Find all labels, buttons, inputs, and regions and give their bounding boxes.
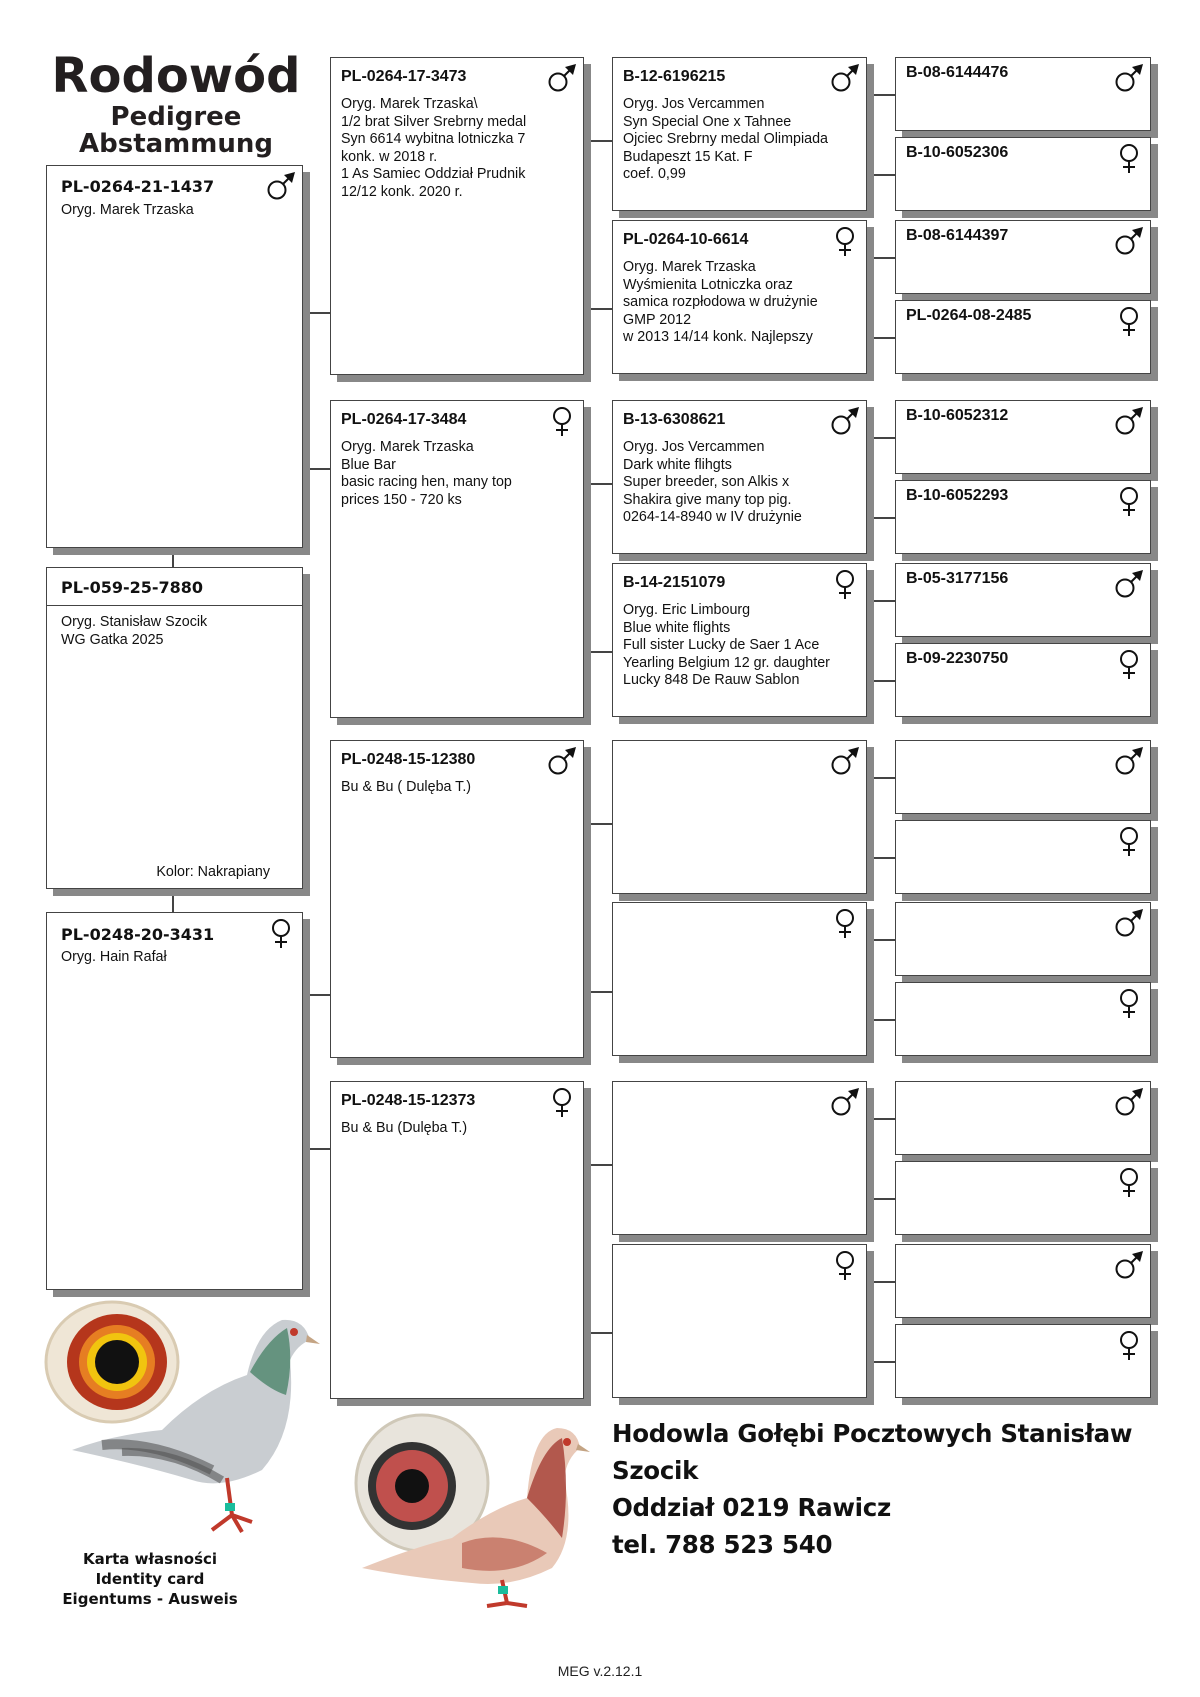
connector-line	[172, 548, 174, 567]
connector-line	[584, 823, 612, 825]
great-great-grandparent-card[interactable]	[895, 643, 1151, 717]
father-description: Oryg. Marek Trzaska	[61, 202, 194, 218]
ring-number: PL-0248-15-12380	[341, 751, 476, 768]
great-great-grandparent-card[interactable]	[895, 57, 1151, 131]
identity-card-caption	[40, 1549, 260, 1609]
male-icon	[265, 170, 297, 202]
male-icon	[829, 405, 861, 437]
connector-line	[867, 1019, 895, 1021]
great-grandparent-card[interactable]	[612, 902, 867, 1056]
male-icon	[1113, 568, 1145, 600]
connector-line	[584, 483, 612, 485]
ring-number: B-08-6144397	[906, 227, 1009, 244]
document-title	[46, 48, 306, 159]
ring-number: B-10-6052293	[906, 487, 1009, 504]
software-version: MEG v.2.12.1	[557, 1663, 643, 1679]
ring-number: PL-0264-17-3484	[341, 411, 467, 428]
great-great-grandparent-card[interactable]	[895, 220, 1151, 294]
mother-ring-number: PL-0248-20-3431	[61, 925, 215, 944]
ring-number: B-12-6196215	[623, 68, 726, 85]
great-great-grandparent-card[interactable]	[895, 1324, 1151, 1398]
great-great-grandparent-card[interactable]	[895, 1244, 1151, 1318]
connector-line	[867, 1361, 895, 1363]
breeder-phone: tel. 788 523 540	[612, 1530, 833, 1559]
female-icon	[829, 907, 861, 939]
female-icon	[1113, 987, 1145, 1019]
title-abstammung: Abstammung	[79, 129, 273, 159]
breeder-branch: Oddział 0219 Rawicz	[612, 1493, 891, 1522]
ring-number: B-08-6144476	[906, 64, 1009, 81]
identity-card-de: Eigentums - Ausweis	[62, 1590, 238, 1608]
connector-line	[867, 174, 895, 176]
female-icon	[1113, 485, 1145, 517]
header-divider	[47, 605, 302, 606]
female-icon	[546, 405, 578, 437]
great-grandparent-card[interactable]	[612, 1244, 867, 1398]
male-icon	[1113, 1086, 1145, 1118]
great-great-grandparent-card[interactable]	[895, 563, 1151, 637]
grandparent-card[interactable]	[330, 400, 584, 718]
connector-line	[867, 1198, 895, 1200]
ring-number: PL-0264-08-2485	[906, 307, 1032, 324]
connector-line	[303, 1148, 330, 1150]
description: Bu & Bu ( Dulęba T.)	[341, 779, 472, 795]
male-icon	[1113, 225, 1145, 257]
connector-line	[867, 600, 895, 602]
female-icon	[1113, 1329, 1145, 1361]
ring-number: B-10-6052306	[906, 144, 1009, 161]
identity-card-en: Identity card	[95, 1570, 205, 1588]
great-grandparent-card[interactable]	[612, 740, 867, 894]
great-great-grandparent-card[interactable]	[895, 982, 1151, 1056]
title-pedigree: Pedigree	[110, 102, 242, 132]
bird-card[interactable]	[46, 567, 303, 889]
description: Bu & Bu (Dulęba T.)	[341, 1120, 468, 1136]
ring-number: PL-0264-10-6614	[623, 231, 749, 248]
bird-description: Oryg. Stanisław Szocik WG Gatka 2025	[61, 614, 208, 648]
connector-line	[867, 680, 895, 682]
male-icon	[1113, 1249, 1145, 1281]
grandparent-card[interactable]	[330, 740, 584, 1058]
great-great-grandparent-card[interactable]	[895, 137, 1151, 211]
great-grandparent-card[interactable]	[612, 220, 867, 374]
connector-line	[867, 437, 895, 439]
connector-line	[867, 337, 895, 339]
female-icon	[1113, 648, 1145, 680]
male-icon	[1113, 907, 1145, 939]
father-card[interactable]	[46, 165, 303, 548]
connector-line	[584, 140, 612, 142]
ring-number: B-13-6308621	[623, 411, 726, 428]
ring-number: B-09-2230750	[906, 650, 1009, 667]
connector-line	[867, 857, 895, 859]
eye-photo-left	[46, 1302, 178, 1422]
connector-line	[584, 651, 612, 653]
great-great-grandparent-card[interactable]	[895, 820, 1151, 894]
connector-line	[867, 1118, 895, 1120]
connector-line	[584, 1332, 612, 1334]
mother-card[interactable]	[46, 912, 303, 1290]
description: Oryg. Marek Trzaska Blue Bar basic racing hen, many top prices 150 - 720 ks	[341, 439, 512, 508]
description: Oryg. Eric Limbourg Blue white flights Full sister Lucky de Saer 1 Ace Yearling Belgium 12 gr. daughter Lucky 848 De Rauw Sablon	[623, 602, 830, 689]
great-grandparent-card[interactable]	[612, 57, 867, 211]
great-great-grandparent-card[interactable]	[895, 400, 1151, 474]
mother-description: Oryg. Hain Rafał	[61, 949, 167, 965]
female-icon	[1113, 1166, 1145, 1198]
connector-line	[867, 517, 895, 519]
bird-ring-number: PL-059-25-7880	[61, 578, 204, 597]
grandparent-card[interactable]	[330, 57, 584, 375]
male-icon	[829, 745, 861, 777]
ring-number: B-14-2151079	[623, 574, 726, 591]
great-grandparent-card[interactable]	[612, 400, 867, 554]
bird-color: Kolor: Nakrapiany	[156, 864, 270, 880]
grandparent-card[interactable]	[330, 1081, 584, 1399]
description: Oryg. Marek Trzaska Wyśmienita Lotniczka oraz samica rozpłodowa w drużynie GMP 2012 w 2013 14/14 konk. Najlepszy	[623, 259, 818, 346]
connector-line	[867, 257, 895, 259]
female-icon	[829, 568, 861, 600]
connector-line	[867, 939, 895, 941]
title-rodowod: Rodowód	[51, 48, 301, 104]
great-great-grandparent-card[interactable]	[895, 1081, 1151, 1155]
connector-line	[303, 312, 330, 314]
pigeon-photo-right	[352, 1408, 592, 1608]
great-great-grandparent-card[interactable]	[895, 300, 1151, 374]
connector-line	[584, 308, 612, 310]
ring-number: B-05-3177156	[906, 570, 1009, 587]
great-grandparent-card[interactable]	[612, 563, 867, 717]
connector-line	[867, 94, 895, 96]
father-ring-number: PL-0264-21-1437	[61, 177, 215, 196]
male-icon	[546, 745, 578, 777]
pigeon-photo-left	[42, 1300, 322, 1545]
male-icon	[829, 62, 861, 94]
ring-number: B-10-6052312	[906, 407, 1009, 424]
female-icon	[1113, 142, 1145, 174]
ring-number: PL-0264-17-3473	[341, 68, 467, 85]
male-icon	[829, 1086, 861, 1118]
female-icon	[829, 1249, 861, 1281]
male-icon	[1113, 405, 1145, 437]
great-great-grandparent-card[interactable]	[895, 740, 1151, 814]
connector-line	[867, 1281, 895, 1283]
ring-number: PL-0248-15-12373	[341, 1092, 476, 1109]
connector-line	[584, 1164, 612, 1166]
male-icon	[1113, 745, 1145, 777]
connector-line	[584, 991, 612, 993]
description: Oryg. Marek Trzaska\ 1/2 brat Silver Srebrny medal Syn 6614 wybitna lotniczka 7 konk. w 2018 r. 1 As Samiec Oddział Prudnik 12/12 konk. 2020 r.	[341, 96, 527, 200]
breeder-name: Hodowla Gołębi Pocztowych Stanisław Szocik	[612, 1419, 1133, 1485]
great-great-grandparent-card[interactable]	[895, 1161, 1151, 1235]
great-grandparent-card[interactable]	[612, 1081, 867, 1235]
female-icon	[1113, 305, 1145, 337]
connector-line	[303, 468, 330, 470]
female-icon	[546, 1086, 578, 1118]
identity-card-pl: Karta własności	[82, 1550, 218, 1568]
description: Oryg. Jos Vercammen Syn Special One x Tahnee Ojciec Srebrny medal Olimpiada Budapeszt 15 Kat. F coef. 0,99	[623, 96, 829, 183]
female-icon	[829, 225, 861, 257]
breeder-info	[612, 1415, 1200, 1563]
female-icon	[1113, 825, 1145, 857]
description: Oryg. Jos Vercammen Dark white flihgts Super breeder, son Alkis x Shakira give many top pig. 0264-14-8940 w IV drużynie	[623, 439, 802, 526]
male-icon	[1113, 62, 1145, 94]
connector-line	[303, 994, 330, 996]
connector-line	[172, 889, 174, 912]
great-great-grandparent-card[interactable]	[895, 480, 1151, 554]
female-icon	[265, 917, 297, 949]
connector-line	[867, 777, 895, 779]
great-great-grandparent-card[interactable]	[895, 902, 1151, 976]
male-icon	[546, 62, 578, 94]
